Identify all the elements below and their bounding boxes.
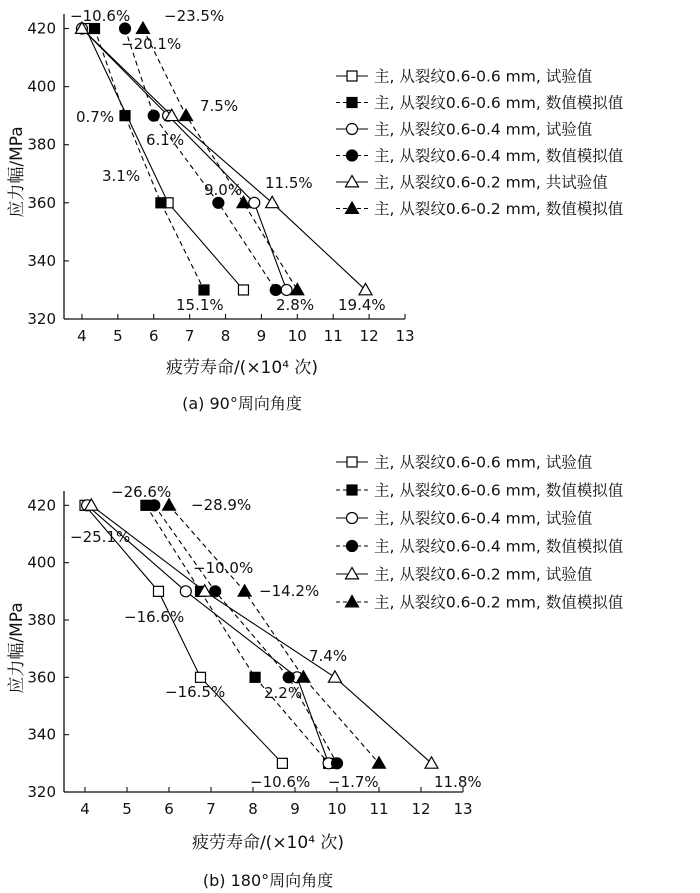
error-annotation: −10.0% [193, 559, 254, 577]
error-annotation: −10.6% [70, 7, 131, 25]
chart-panel-90deg [7, 7, 624, 413]
legend-marker [347, 124, 358, 135]
data-point [90, 24, 100, 34]
error-annotation: 19.4% [338, 296, 386, 314]
legend-marker [347, 457, 357, 467]
legend-marker [347, 98, 357, 108]
error-annotation: 0.7% [76, 108, 115, 126]
x-tick-label: 9 [256, 327, 267, 345]
data-point [250, 672, 260, 682]
series-line [146, 505, 329, 763]
x-tick-label: 5 [122, 800, 132, 818]
legend-label: 主, 从裂纹0.6-0.4 mm, 数值模拟值 [374, 537, 624, 556]
legend-item [336, 537, 624, 556]
error-annotation: −26.6% [111, 483, 172, 501]
series-line [82, 29, 366, 290]
legend-item [336, 121, 593, 139]
data-point [238, 285, 248, 295]
legend-label: 主, 从裂纹0.6-0.2 mm, 试验值 [374, 565, 593, 584]
legend-item [336, 93, 624, 112]
data-point [120, 111, 130, 121]
x-tick-label: 6 [164, 800, 174, 818]
data-point [249, 197, 260, 208]
error-annotation: 6.1% [146, 131, 185, 149]
data-point [277, 758, 287, 768]
y-tick-label: 340 [27, 725, 56, 744]
legend-label: 主, 从裂纹0.6-0.6 mm, 数值模拟值 [374, 481, 624, 500]
error-annotation: −1.7% [328, 773, 379, 791]
legend-marker [346, 596, 359, 607]
data-point [332, 758, 343, 769]
legend-marker [347, 150, 358, 161]
legend-label: 主, 从裂纹0.6-0.4 mm, 试验值 [374, 509, 593, 528]
chart-caption: (a) 90°周向角度 [182, 394, 302, 413]
error-annotation: −28.9% [191, 496, 252, 514]
x-tick-label: 7 [206, 800, 216, 818]
y-axis-title: 应力幅/MPa [7, 602, 27, 694]
chart-caption: (b) 180°周向角度 [202, 871, 334, 890]
legend-label: 主, 从裂纹0.6-0.2 mm, 数值模拟值 [374, 200, 624, 218]
legend-item [336, 199, 624, 218]
error-annotation: 2.8% [276, 296, 315, 314]
x-tick-label: 10 [327, 800, 347, 818]
x-tick-label: 6 [148, 327, 159, 345]
legend-item [336, 593, 624, 612]
legend-label: 主, 从裂纹0.6-0.2 mm, 共试验值 [374, 173, 608, 192]
legend-marker [347, 513, 358, 524]
x-tick-label: 13 [453, 800, 473, 818]
data-point [154, 586, 164, 596]
error-annotation: 7.4% [309, 647, 348, 665]
data-point [180, 109, 193, 120]
data-point [425, 757, 438, 768]
data-point [149, 500, 160, 511]
x-tick-label: 4 [80, 800, 90, 818]
x-tick-label: 11 [369, 800, 389, 818]
data-point [291, 283, 304, 294]
data-point [156, 198, 166, 208]
error-annotation: 15.1% [176, 296, 224, 314]
legend-marker [347, 71, 357, 81]
data-point [238, 585, 251, 596]
x-tick-label: 12 [411, 800, 431, 818]
data-point [283, 672, 294, 683]
error-annotation: 7.5% [200, 97, 239, 115]
legend-label: 主, 从裂纹0.6-0.4 mm, 试验值 [374, 120, 593, 139]
y-tick-label: 420 [27, 496, 56, 515]
data-point [136, 22, 149, 33]
x-tick-label: 8 [248, 800, 258, 818]
legend-label: 主, 从裂纹0.6-0.6 mm, 试验值 [374, 453, 593, 472]
chart-panel-180deg [7, 454, 624, 891]
error-annotation: 2.2% [264, 684, 303, 702]
y-tick-label: 380 [27, 611, 56, 629]
x-axis-title: 疲劳寿命/(×10⁴ 次) [165, 358, 319, 378]
y-tick-label: 360 [27, 193, 56, 212]
x-tick-label: 5 [113, 327, 123, 345]
y-tick-label: 360 [27, 668, 56, 687]
data-point [180, 586, 191, 597]
x-tick-label: 4 [77, 327, 87, 345]
error-annotation: −23.5% [164, 7, 225, 25]
data-point [148, 110, 159, 121]
data-point [281, 284, 292, 295]
data-point [196, 672, 206, 682]
error-annotation: 11.8% [434, 773, 482, 791]
legend-marker [346, 176, 359, 187]
error-annotation: −16.6% [124, 608, 185, 626]
error-annotation: −14.2% [259, 582, 320, 600]
legend-marker [347, 541, 358, 552]
data-point [199, 285, 209, 295]
x-tick-label: 8 [220, 327, 231, 345]
y-tick-label: 340 [27, 251, 56, 270]
y-tick-label: 400 [27, 553, 56, 572]
error-annotation: −10.6% [250, 773, 311, 791]
series-line [86, 29, 244, 290]
legend-item [336, 146, 624, 165]
legend-item [336, 174, 608, 192]
error-annotation: −25.1% [70, 528, 131, 546]
error-annotation: 11.5% [265, 174, 313, 192]
legend-marker [346, 202, 359, 213]
legend-label: 主, 从裂纹0.6-0.6 mm, 试验值 [374, 67, 593, 86]
y-tick-label: 320 [27, 783, 56, 801]
legend-label: 主, 从裂纹0.6-0.6 mm, 数值模拟值 [374, 94, 624, 112]
x-tick-label: 7 [184, 327, 195, 345]
legend-item [336, 68, 593, 86]
data-point [266, 196, 279, 207]
legend-marker [346, 568, 359, 579]
error-annotation: −20.1% [121, 35, 182, 53]
x-tick-label: 9 [290, 800, 300, 818]
legend-item [336, 481, 624, 500]
legend-marker [347, 485, 357, 495]
x-tick-label: 13 [395, 327, 415, 345]
x-tick-label: 10 [287, 327, 307, 345]
y-axis-title: 应力幅/MPa [7, 126, 27, 218]
error-annotation: 3.1% [102, 167, 141, 185]
data-point [328, 671, 341, 682]
legend-item [336, 454, 593, 472]
y-tick-label: 420 [27, 19, 56, 38]
y-tick-label: 380 [27, 135, 56, 154]
x-axis-title: 疲劳寿命/(×10⁴ 次) [191, 833, 345, 853]
legend-label: 主, 从裂纹0.6-0.2 mm, 数值模拟值 [374, 593, 624, 612]
x-tick-label: 12 [359, 327, 379, 345]
x-tick-label: 11 [323, 327, 343, 345]
series-line [143, 29, 297, 290]
y-tick-label: 320 [27, 310, 56, 328]
legend-item [336, 566, 593, 584]
legend-label: 主, 从裂纹0.6-0.4 mm, 数值模拟值 [374, 147, 624, 165]
error-annotation: −16.5% [165, 683, 226, 701]
data-point [270, 284, 281, 295]
legend-item [336, 510, 593, 528]
error-annotation: 9.0% [204, 181, 243, 199]
y-tick-label: 400 [27, 77, 56, 96]
series-line [95, 29, 204, 290]
